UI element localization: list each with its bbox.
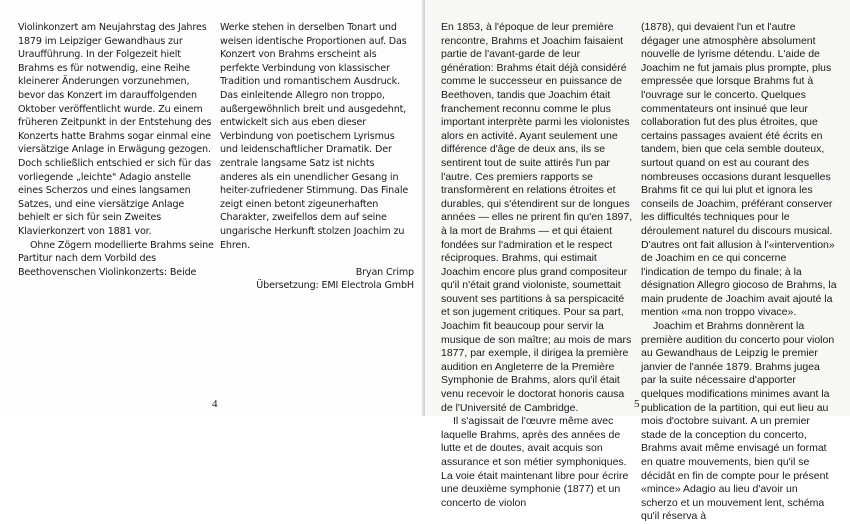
page-number: 4 [212,398,218,410]
paragraph: (1878), qui devaient l'un et l'autre dégager une atmosphère absolument nouvelle de lyrisme détendu. L'aide de Joachim ne fut jamais plus prompte, plus empressée que lorsque Brahms fut à l'ouvrage sur le concerto. Quelques commentateurs ont insinué que leur collaboration fut des plus étroites, que certains passages avaient été écrits en tandem, bien que cela semble douteux, surtout quand on est au courant des nombreuses occasions durant lesquelles Brahms fit ce qui lui plut et ignora les conseils de Joachim, préférant conserver les difficultés techniques pour le déroulement naturel du discours musical. D'autres ont fait allusion à l'«intervention» de Joachim en ce qui concerne l'indication de tempo du finale; à la désignation Allegro giocoso de Brahms, la main prudente de Joachim avait ajouté la mention «ma non troppo vivace». [641,21,837,319]
left-page-column-2 [220,21,414,293]
right-page-column-2 [641,21,837,524]
author-credit: Bryan Crimp [355,266,414,278]
page-number: 5 [634,398,640,410]
right-page-column-1 [441,21,633,510]
left-page-column-1 [18,21,214,279]
paragraph: Violinkonzert am Neujahrstag des Jahres 1879 im Leipziger Gewandhaus zur Uraufführung. In der Folgezeit hielt Brahms es für notwendig, eine Reihe kleinerer Änderungen vorzunehmen, bevor das Konzert im darauffolgenden Oktober veröffentlicht wurde. Zu einem früheren Zeitpunkt in der Entstehung des Konzerts hatte Brahms sogar einmal eine viersätzige Anlage in Erwägung gezogen. Doch schließlich entschied er sich für das vorliegende „leichte" Adagio anstelle eines Scherzos und eines langsamen Satzes, und eine viersätzige Anlage behielt er sich für sein Zweites Klavierkonzert von 1881 vor. [18,22,212,237]
translation-credit: Übersetzung: EMI Electrola GmbH [256,280,414,292]
left-page [0,0,425,416]
paragraph: En 1853, à l'époque de leur première rencontre, Brahms et Joachim faisaient partie de l'avant-garde de leur génération: Brahms était déjà considéré comme le successeur en puissance de Beethoven, tandis que Joachim était franchement reconnu comme le plus important interprète parmi les violonistes alors en activité. Ayant seulement une différence d'âge de deux ans, ils se sentirent tout de suite attirés l'un par l'autre. Ces premiers rapports se transformèrent en relations étroites et durables, qui s'étendirent sur de longues années — elles ne prirent fin qu'en 1897, à la mort de Brahms — et qui étaient fondées sur l'admiration et le respect réciproques. Brahms, qui estimait Joachim encore plus grand compositeur qu'il n'était grand violoniste, soumettait souvent ses partitions à sa perspicacité et son jugement critiques. Pour sa part, Joachim fit beaucoup pour servir la musique de son maître; au mois de mars 1877, par exemple, il dirigea la première audition en Angleterre de la Première Symphonie de Brahms, alors qu'il était venu recevoir le doctorat honoris causa de l'Université de Cambridge. [441,21,633,414]
paragraph: Ohne Zögern modellierte Brahms seine Partitur nach dem Vorbild des Beethovenschen Violinkonzerts: Beide [18,239,214,278]
paragraph: Joachim et Brahms donnèrent la première audition du concerto pour violon au Gewandhaus de Leipzig le premier janvier de l'année 1879. Brahms jugea par la suite nécessaire d'apporter quelques modifications minimes avant la publication de la partition, qui eut lieu au mois d'octobre suivant. A un premier stade de la conception du concerto, Brahms avait même envisagé un format en quatre mouvements, bien qu'il se décidât en fin de compte pour le présent «mince» Adagio au lieu d'avoir un scherzo et un mouvement lent, schéma qu'il réserva à [641,320,835,523]
paragraph: Il s'agissait de l'œuvre même avec laquelle Brahms, après des années de lutte et de doutes, avait acquis son assurance et son métier symphoniques. La voie était maintenant libre pour écrire une deuxième symphonie (1877) et un concerto de violon [441,415,629,509]
right-page [425,0,850,523]
paragraph: Werke stehen in derselben Tonart und weisen identische Proportionen auf. Das Konzert von Brahms erscheint als perfekte Verbindung von klassischer Tradition und romantischem Ausdruck. Das einleitende Allegro non troppo, außergewöhnlich breit und ausgedehnt, entwickelt sich aus eben dieser Verbindung von poetischem Lyrismus und leidenschaftlicher Dramatik. Der zentrale langsame Satz ist nichts anderes als ein unendlicher Gesang in heiter-zufriedener Stimmung. Das Finale zeigt einen betont zigeunerhaften Charakter, zweifellos dem auf seine ungarische Herkunft stolzen Joachim zu Ehren. [220,22,409,251]
